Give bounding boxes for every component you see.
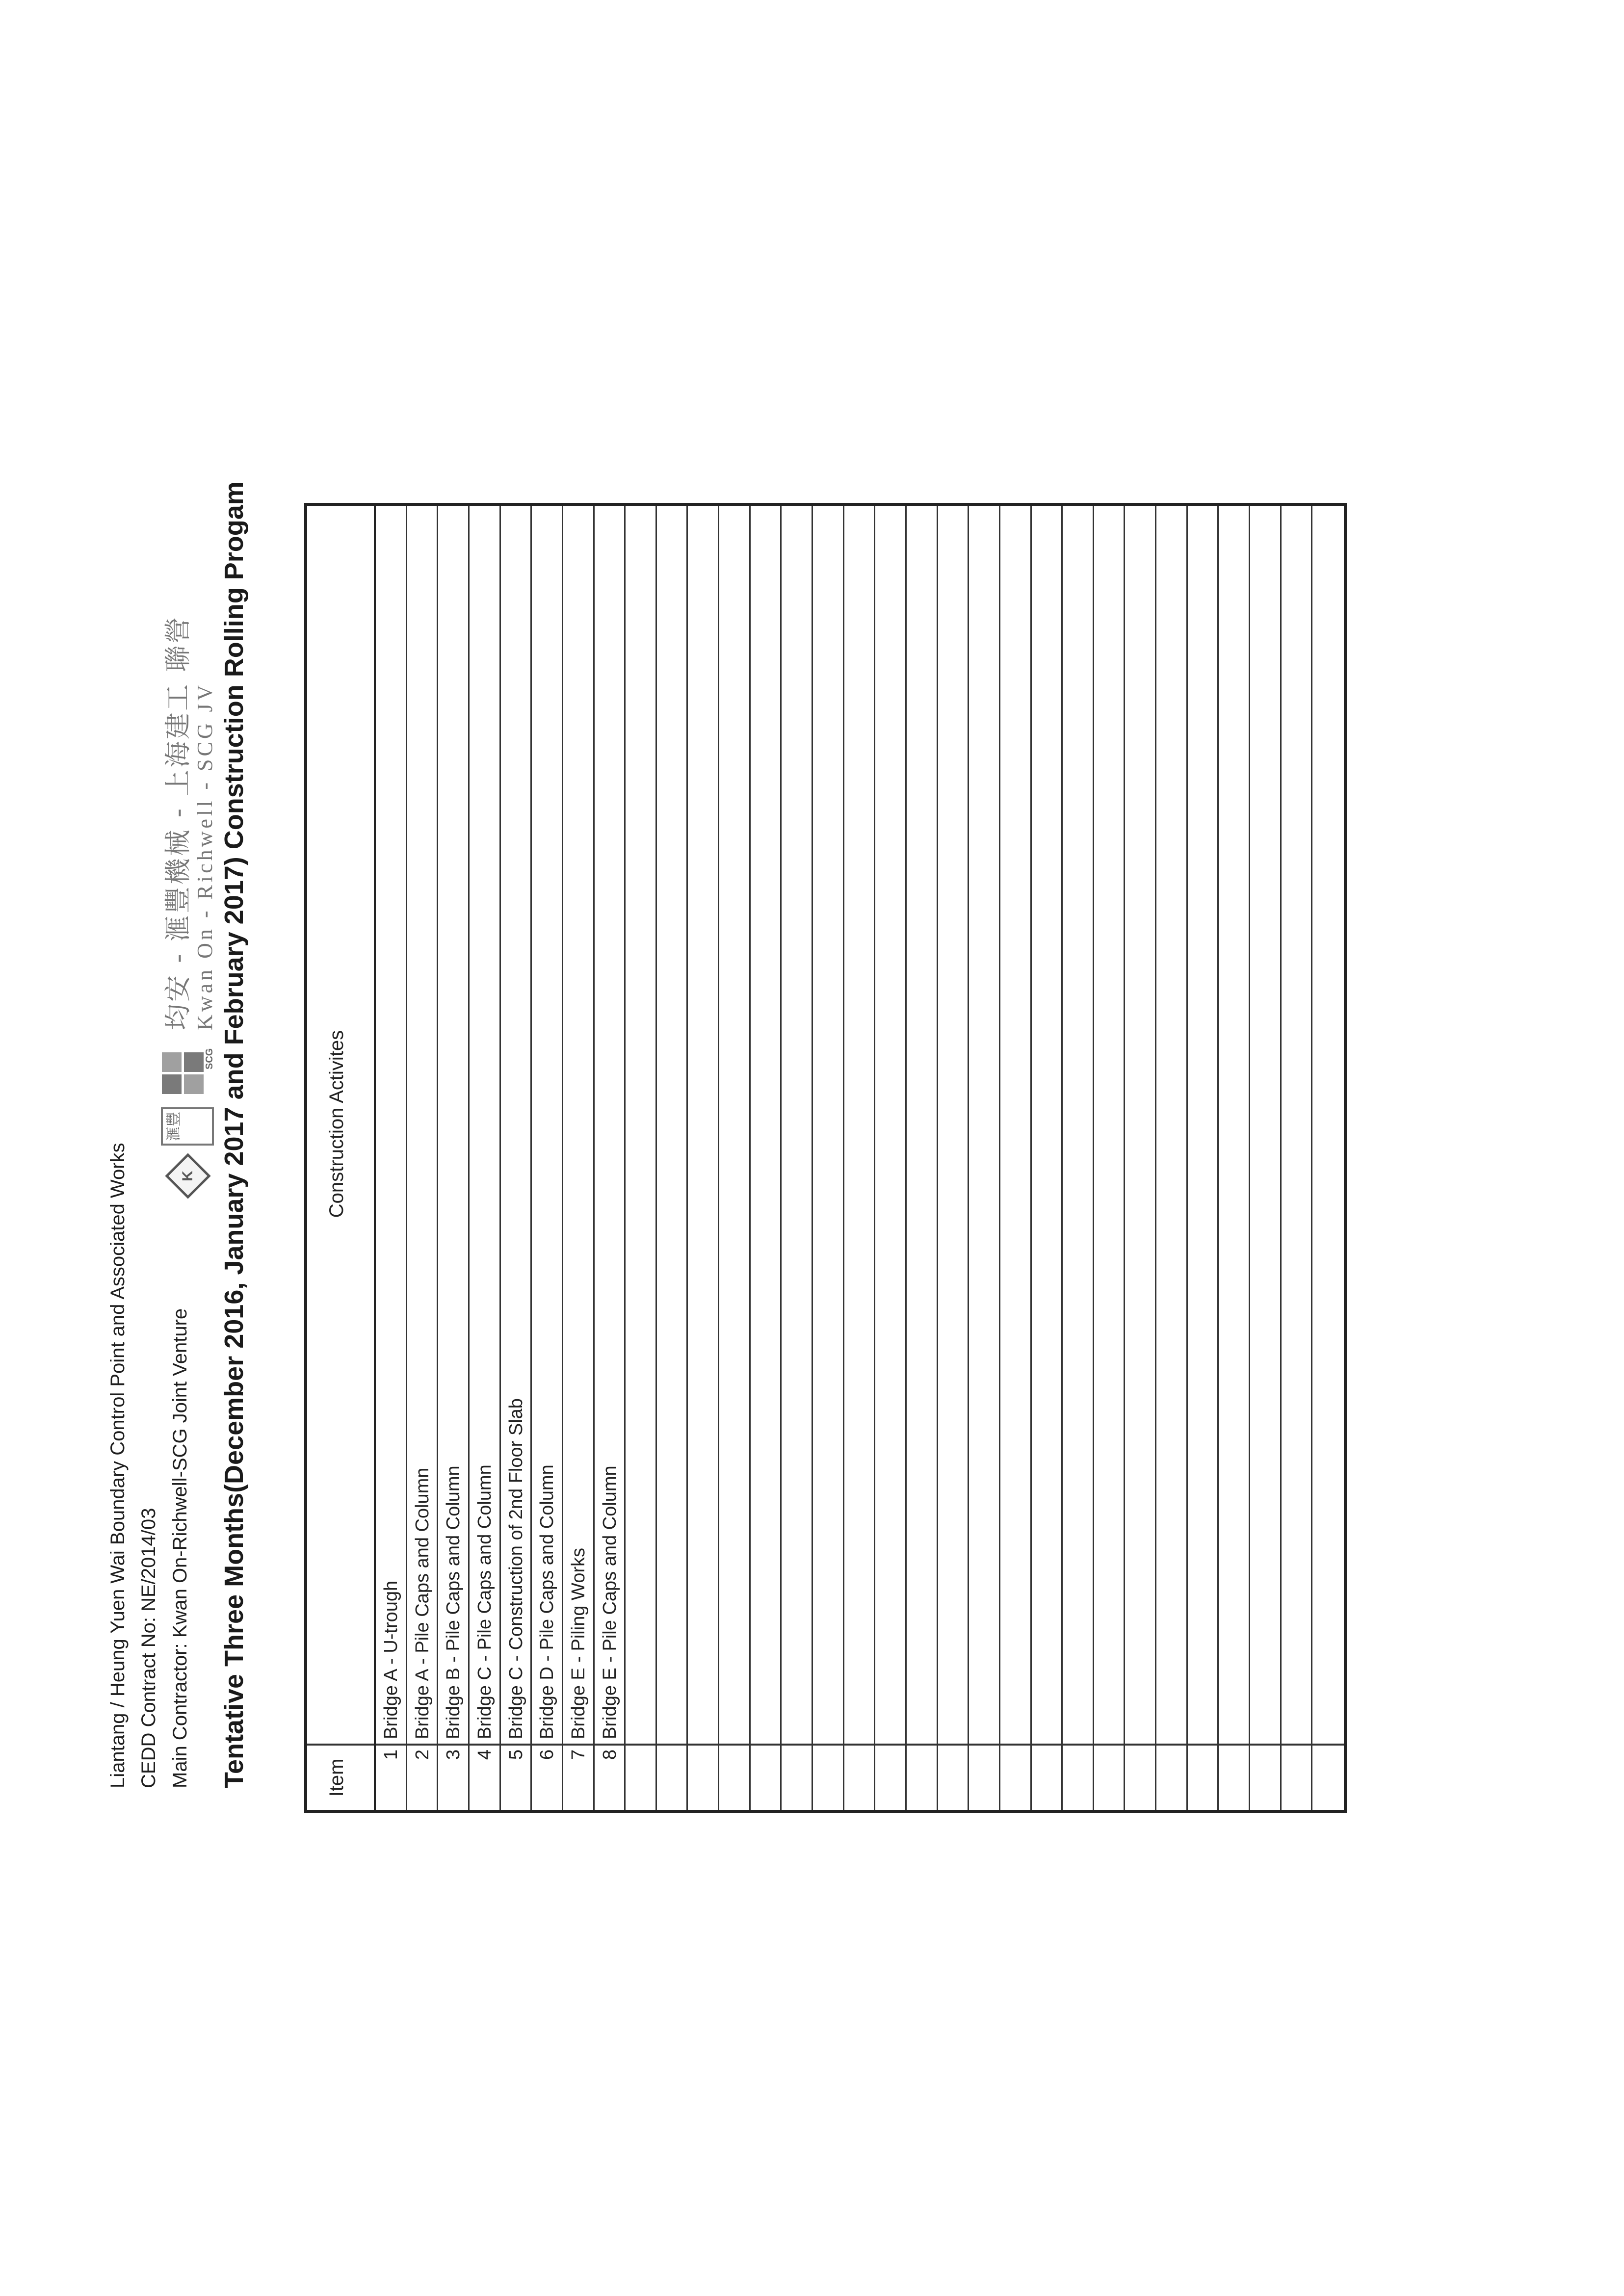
row-item-number bbox=[969, 1744, 999, 1810]
row-activity bbox=[1156, 506, 1186, 1742]
table-row bbox=[563, 506, 595, 1810]
row-activity: Bridge B - Pile Caps and Column bbox=[443, 1465, 464, 1739]
table-row bbox=[1063, 506, 1094, 1810]
row-activity bbox=[688, 506, 718, 1742]
table-row bbox=[1156, 506, 1188, 1810]
row-item-number bbox=[907, 1744, 937, 1810]
row-activity bbox=[969, 506, 999, 1742]
row-activity: Bridge E - Pile Caps and Column bbox=[599, 1465, 620, 1739]
row-activity: Bridge C - Construction of 2nd Floor Slab bbox=[505, 1398, 526, 1739]
kwan-on-logo-icon bbox=[165, 1153, 210, 1199]
row-item-number: 2 bbox=[407, 1744, 437, 1810]
row-activity: Bridge A - Pile Caps and Column bbox=[412, 1467, 433, 1739]
row-item-number: 1 bbox=[376, 1744, 406, 1810]
row-item-number bbox=[1250, 1744, 1280, 1810]
table-row bbox=[1282, 506, 1313, 1810]
table-row bbox=[907, 506, 938, 1810]
row-item-number bbox=[1219, 1744, 1249, 1810]
table-row bbox=[1312, 506, 1344, 1810]
row-activity bbox=[875, 506, 905, 1742]
row-item-number bbox=[657, 1744, 687, 1810]
table-row bbox=[1032, 506, 1063, 1810]
row-item-number: 4 bbox=[470, 1744, 499, 1810]
table-row bbox=[719, 506, 751, 1810]
table-row bbox=[470, 506, 501, 1810]
row-item-number bbox=[1063, 1744, 1093, 1810]
header-activities-label: Construction Activites bbox=[326, 1030, 347, 1218]
table-row bbox=[657, 506, 688, 1810]
table-row bbox=[1250, 506, 1282, 1810]
scg-logo-label: SCG bbox=[204, 1048, 215, 1070]
row-item-number bbox=[1282, 1744, 1311, 1810]
row-item-number bbox=[1094, 1744, 1124, 1810]
row-activity: Bridge C - Pile Caps and Column bbox=[474, 1464, 495, 1739]
row-item-number bbox=[1032, 1744, 1062, 1810]
row-item-number bbox=[1188, 1744, 1218, 1810]
header-item-label: Item bbox=[326, 1758, 347, 1797]
table-row bbox=[1188, 506, 1219, 1810]
table-row bbox=[844, 506, 876, 1810]
row-item-number: 6 bbox=[532, 1744, 562, 1810]
program-title: Tentative Three Months(December 2016, January 2017 and February 2017) Construction Rolling Progam bbox=[219, 481, 249, 1788]
table-row bbox=[1219, 506, 1250, 1810]
row-item-number bbox=[938, 1744, 968, 1810]
table-row bbox=[532, 506, 563, 1810]
table-row bbox=[501, 506, 532, 1810]
row-item-number bbox=[875, 1744, 905, 1810]
header-item bbox=[307, 1744, 374, 1810]
row-item-number bbox=[1000, 1744, 1030, 1810]
table-row bbox=[813, 506, 844, 1810]
row-activity bbox=[719, 506, 749, 1742]
row-item-number: 3 bbox=[438, 1744, 468, 1810]
row-activity: Bridge A - U-trough bbox=[381, 1580, 401, 1739]
table-row bbox=[407, 506, 439, 1810]
table-row bbox=[1000, 506, 1032, 1810]
table-row bbox=[595, 506, 626, 1810]
jv-name-chinese: 均安 - 滙豐機械 - 上海建工 聯營 bbox=[162, 615, 193, 1030]
table-header-row bbox=[307, 506, 376, 1810]
row-item-number bbox=[1125, 1744, 1155, 1810]
row-item-number bbox=[782, 1744, 812, 1810]
table-row bbox=[751, 506, 782, 1810]
row-activity bbox=[626, 506, 655, 1742]
row-activity bbox=[751, 506, 781, 1742]
table-row bbox=[1094, 506, 1126, 1810]
jv-name-english: Kwan On - Richwell - SCG JV bbox=[193, 682, 217, 1030]
row-activity bbox=[1032, 506, 1062, 1742]
table-row bbox=[875, 506, 907, 1810]
row-activity bbox=[813, 506, 843, 1742]
row-item-number bbox=[688, 1744, 718, 1810]
row-activity: Bridge D - Pile Caps and Column bbox=[537, 1464, 558, 1739]
row-activity bbox=[844, 506, 874, 1742]
scg-logo-icon bbox=[157, 1045, 216, 1099]
header-activities bbox=[307, 506, 374, 1742]
table-row bbox=[938, 506, 969, 1810]
row-item-number bbox=[751, 1744, 781, 1810]
contract-number: CEDD Contract No: NE/2014/03 bbox=[138, 1508, 159, 1788]
row-item-number: 5 bbox=[501, 1744, 531, 1810]
row-activity bbox=[657, 506, 687, 1742]
row-activity bbox=[938, 506, 968, 1742]
row-activity bbox=[1000, 506, 1030, 1742]
row-item-number bbox=[1156, 1744, 1186, 1810]
table-row bbox=[688, 506, 719, 1810]
row-activity bbox=[782, 506, 812, 1742]
rolling-program-table bbox=[304, 503, 1347, 1813]
richwell-seal-icon: 滙豐 bbox=[161, 1107, 214, 1146]
row-activity bbox=[1063, 506, 1093, 1742]
table-row bbox=[782, 506, 813, 1810]
row-item-number bbox=[813, 1744, 843, 1810]
table-row bbox=[438, 506, 470, 1810]
row-activity bbox=[1312, 506, 1344, 1742]
row-activity bbox=[1188, 506, 1218, 1742]
row-item-number bbox=[1312, 1744, 1344, 1810]
row-item-number bbox=[626, 1744, 655, 1810]
row-activity bbox=[1250, 506, 1280, 1742]
row-activity bbox=[1282, 506, 1311, 1742]
row-activity: Bridge E - Piling Works bbox=[568, 1548, 589, 1739]
row-item-number: 7 bbox=[563, 1744, 593, 1810]
row-activity bbox=[907, 506, 937, 1742]
row-item-number: 8 bbox=[595, 1744, 625, 1810]
joint-venture-logos bbox=[157, 481, 221, 1192]
table-row bbox=[376, 506, 407, 1810]
kwan-on-logo-letter: K bbox=[180, 1171, 196, 1181]
row-item-number bbox=[719, 1744, 749, 1810]
row-item-number bbox=[844, 1744, 874, 1810]
main-contractor: Main Contractor: Kwan On-Richwell-SCG Joint Venture bbox=[169, 1308, 191, 1788]
table-row bbox=[1125, 506, 1156, 1810]
row-activity bbox=[1094, 506, 1124, 1742]
row-activity bbox=[1219, 506, 1249, 1742]
row-activity bbox=[1125, 506, 1155, 1742]
table-row bbox=[626, 506, 657, 1810]
table-row bbox=[969, 506, 1000, 1810]
project-title: Liantang / Heung Yuen Wai Boundary Control Point and Associated Works bbox=[107, 1143, 129, 1788]
